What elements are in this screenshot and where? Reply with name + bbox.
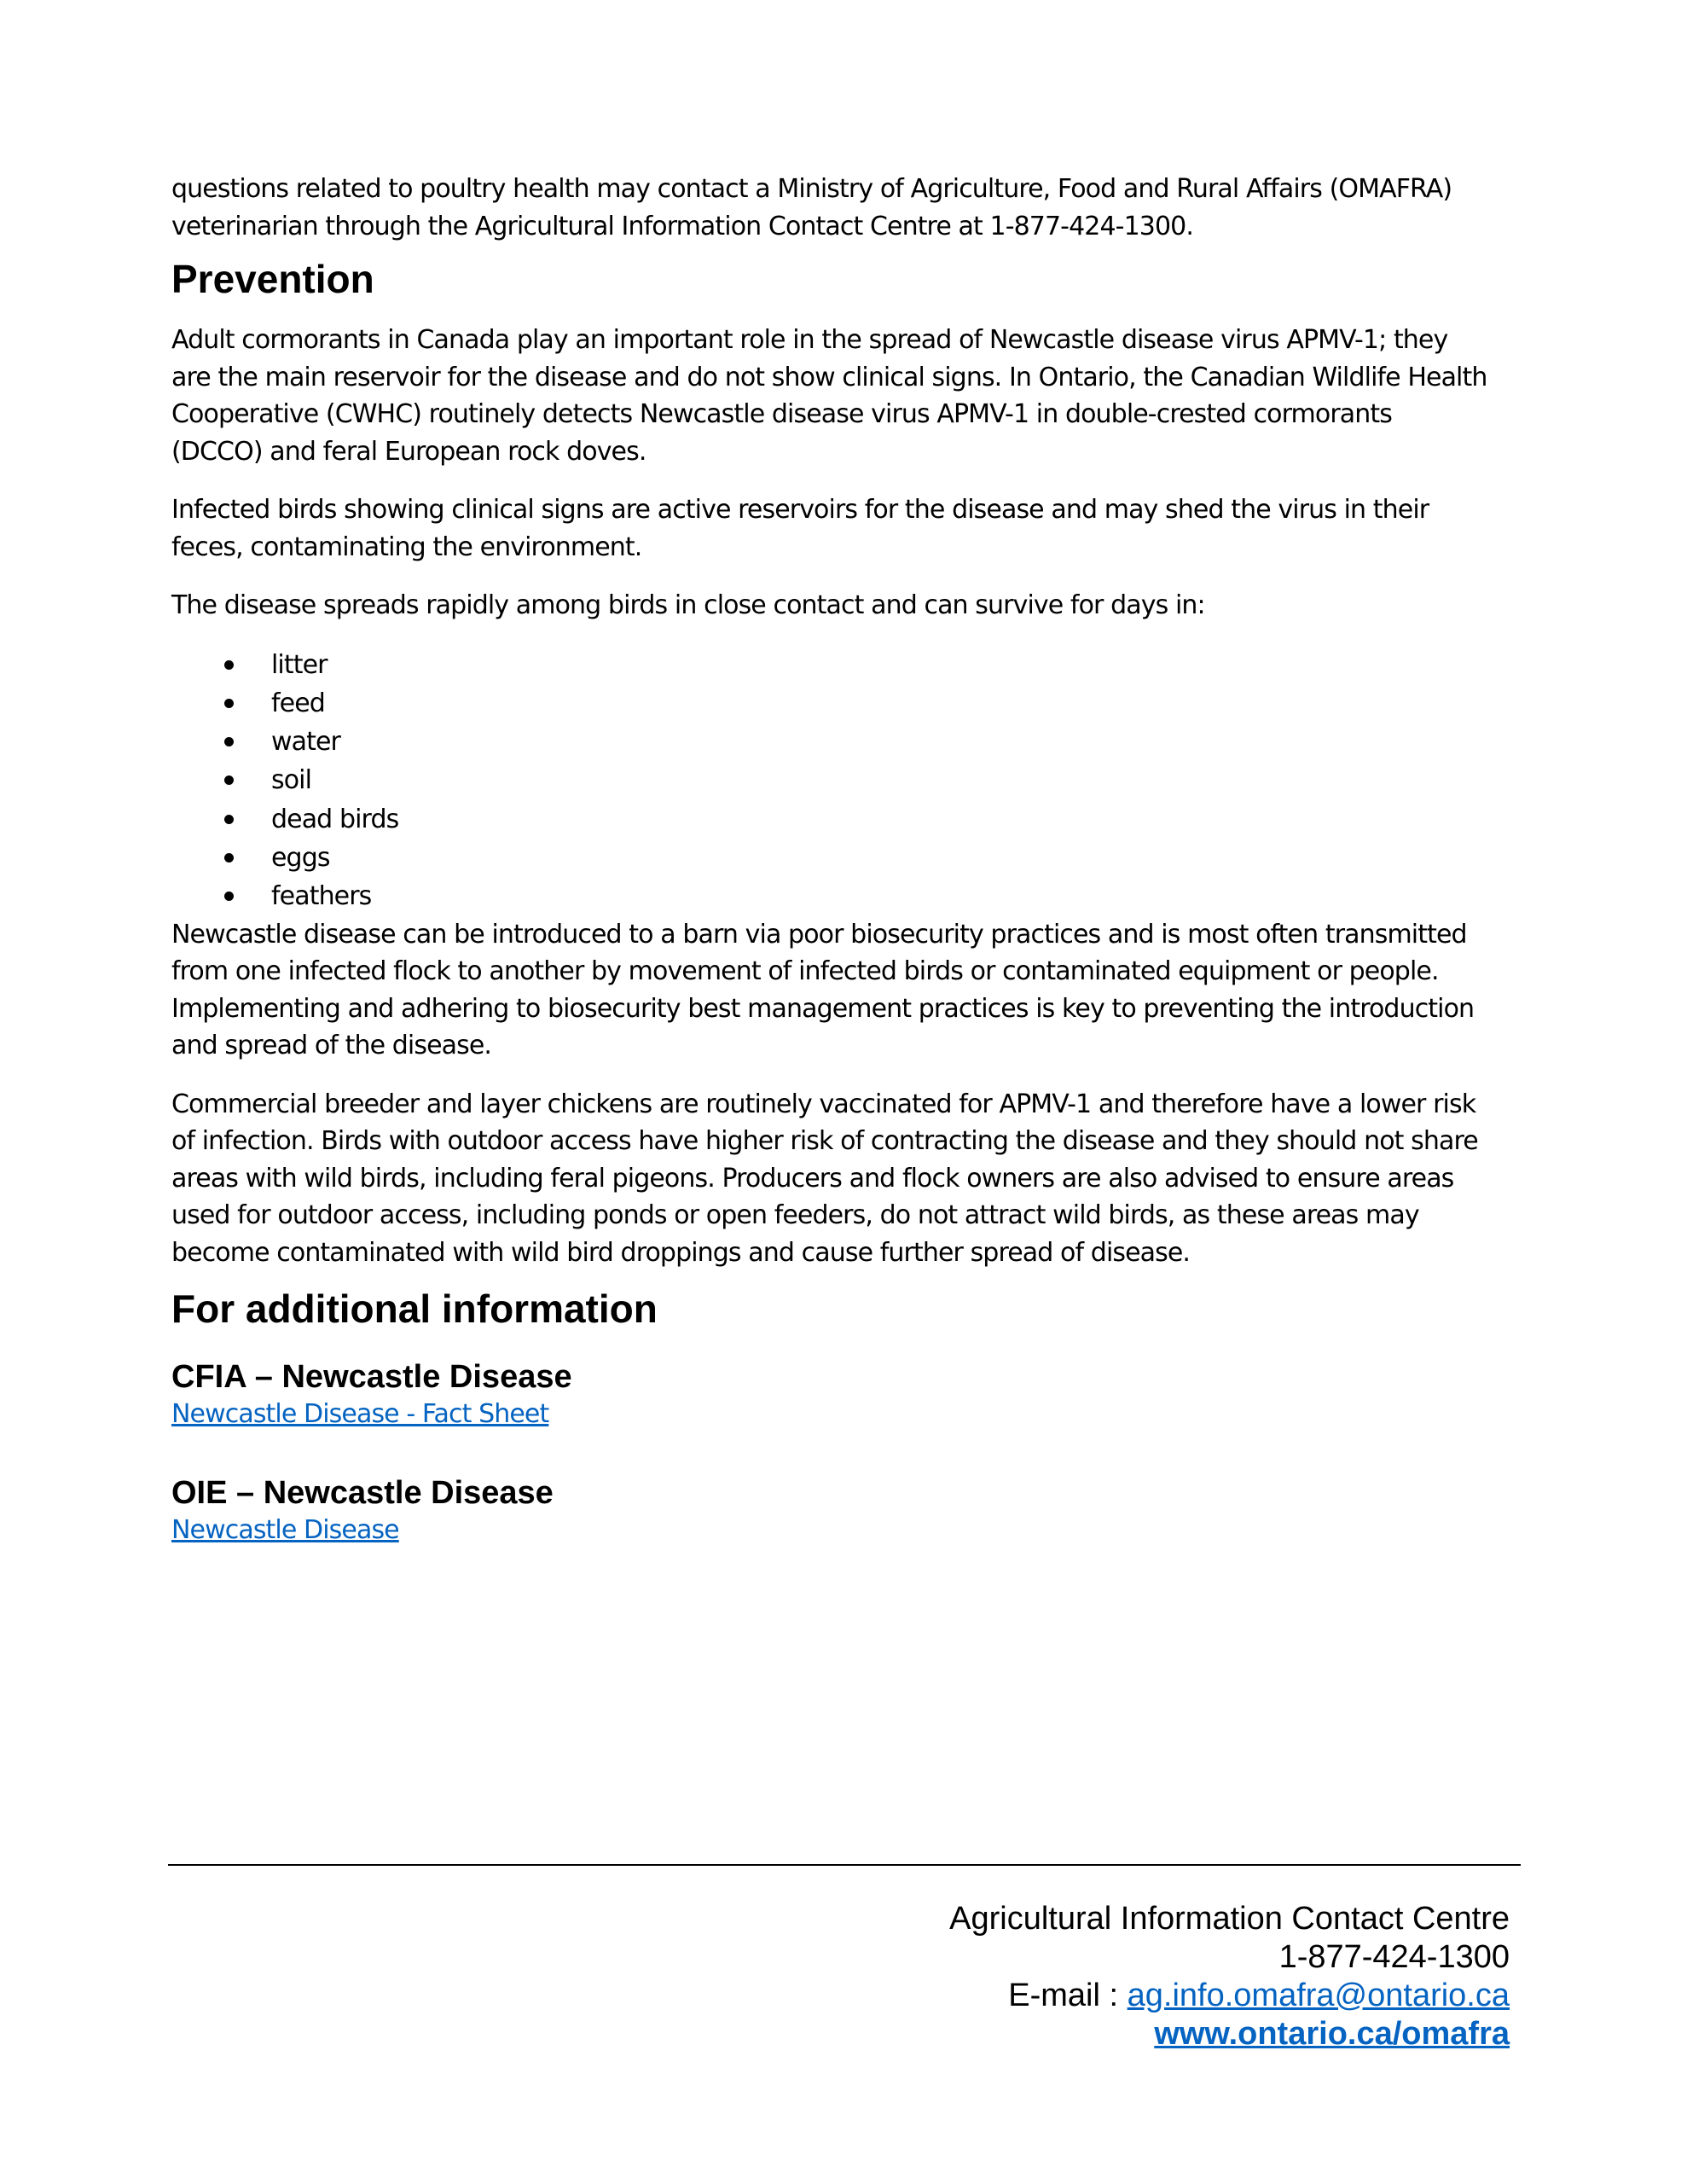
list-item <box>171 800 1519 839</box>
cfia-link-row <box>171 1396 1519 1433</box>
text-line: Infected birds showing clinical signs are active reservoirs for the disease and may shed the virus in their <box>171 495 1429 525</box>
footer-phone: 1-877-424-1300 <box>1278 1939 1510 1975</box>
text-line: Commercial breeder and layer chickens are routinely vaccinated for APMV-1 and therefore have a lower risk <box>171 1089 1476 1119</box>
text-line: from one infected flock to another by movement of infected birds or contaminated equipment or people. <box>171 956 1439 987</box>
prevention-paragraph-3: The disease spreads rapidly among birds in close contact and can survive for days in: <box>171 590 1205 620</box>
text-line: feces, contaminating the environment. <box>171 531 642 562</box>
oie-newcastle-link[interactable]: Newcastle Disease <box>171 1514 399 1545</box>
footer-email-link[interactable]: ag.info.omafra@ontario.ca <box>1127 1978 1510 2013</box>
text-line: become contaminated with wild bird droppings and cause further spread of disease. <box>171 1237 1191 1268</box>
intro-paragraph <box>171 171 1519 245</box>
footer-email-label: E-mail : <box>1008 1978 1128 2013</box>
list-item-label: soil <box>271 765 312 796</box>
text-line: Newcastle disease can be introduced to a barn via poor biosecurity practices and is most often transmitted <box>171 919 1467 950</box>
prevention-paragraph-5 <box>171 1086 1519 1272</box>
prevention-paragraph-2 <box>171 491 1519 566</box>
oie-link-row <box>171 1512 1519 1549</box>
footer-email-row <box>949 1977 1510 2015</box>
additional-info-heading: For additional information <box>171 1287 658 1332</box>
text-line: used for outdoor access, including ponds or open feeders, do not attract wild birds, as these areas may <box>171 1200 1419 1231</box>
text-line: Implementing and adhering to biosecurity best management practices is key to preventing the introduction <box>171 993 1475 1024</box>
footer-divider <box>168 1864 1521 1866</box>
list-item-label: feathers <box>271 881 372 912</box>
bullet-icon <box>224 775 234 785</box>
footer-contact <box>949 1900 1510 2053</box>
intro-line: questions related to poultry health may contact a Ministry of Agriculture, Food and Rural Affairs (OMAFRA) <box>171 174 1452 204</box>
list-item-label: eggs <box>271 842 330 873</box>
survival-list <box>171 646 1519 916</box>
text-line: (DCCO) and feral European rock doves. <box>171 436 646 467</box>
text-line: Adult cormorants in Canada play an important role in the spread of Newcastle disease virus APMV-1; they <box>171 325 1448 355</box>
list-item-label: feed <box>271 688 325 718</box>
list-item <box>171 761 1519 799</box>
bullet-icon <box>224 660 234 670</box>
text-line: of infection. Birds with outdoor access have higher risk of contracting the disease and they should not share <box>171 1126 1478 1157</box>
list-item-label: litter <box>271 649 328 680</box>
text-line: Cooperative (CWHC) routinely detects Newcastle disease virus APMV-1 in double-crested cormorants <box>171 399 1392 429</box>
intro-line: veterinarian through the Agricultural Information Contact Centre at 1-877-424-1300. <box>171 211 1193 241</box>
footer-website-link[interactable]: www.ontario.ca/omafra <box>1154 2016 1510 2052</box>
bullet-icon <box>224 853 234 863</box>
bullet-icon <box>224 892 234 901</box>
text-line: are the main reservoir for the disease and do not show clinical signs. In Ontario, the Canadian Wildlife Health <box>171 362 1487 392</box>
prevention-paragraph-1 <box>171 322 1519 470</box>
cfia-heading: CFIA – Newcastle Disease <box>171 1359 572 1396</box>
document-page <box>171 171 1519 1548</box>
oie-heading: OIE – Newcastle Disease <box>171 1474 554 1511</box>
list-item <box>171 877 1519 915</box>
list-item-label: dead birds <box>271 804 399 834</box>
bullet-icon <box>224 815 234 824</box>
text-line: and spread of the disease. <box>171 1031 492 1061</box>
list-item <box>171 723 1519 761</box>
footer-centre-name: Agricultural Information Contact Centre <box>949 1901 1510 1937</box>
footer-website-row <box>949 2015 1510 2053</box>
bullet-icon <box>224 699 234 708</box>
prevention-heading: Prevention <box>171 257 374 301</box>
list-item <box>171 684 1519 723</box>
list-item <box>171 839 1519 877</box>
bullet-icon <box>224 737 234 746</box>
cfia-fact-sheet-link[interactable]: Newcastle Disease - Fact Sheet <box>171 1399 549 1430</box>
text-line: areas with wild birds, including feral pigeons. Producers and flock owners are also advised to ensure areas <box>171 1163 1454 1194</box>
prevention-paragraph-4 <box>171 916 1519 1065</box>
list-item <box>171 646 1519 684</box>
list-item-label: water <box>271 727 340 758</box>
